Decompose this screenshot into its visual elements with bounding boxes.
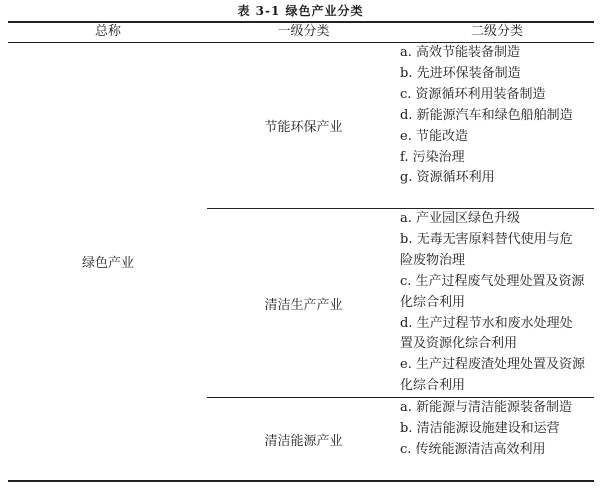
table-caption: 表 3-1 绿色产业分类	[237, 4, 364, 18]
header-level2: 二级分类	[470, 24, 523, 39]
list-item: b. 清洁能源设施建设和运营	[400, 420, 560, 436]
list-item: a. 产业园区绿色升级	[400, 211, 521, 226]
list-item: d. 生产过程节水和废水处理处置及资源化综合利用	[400, 315, 573, 352]
level1-energy-saving: 节能环保产业	[264, 120, 343, 135]
level2-list-energy-saving	[400, 43, 585, 189]
list-item: d. 新能源汽车和绿色船舶制造	[400, 107, 573, 123]
list-item: f. 污染治理	[400, 149, 465, 165]
list-item: b. 无毒无害原料替代使用与危险废物治理	[400, 231, 573, 268]
list-item: e. 节能改造	[400, 128, 468, 144]
list-item: b. 先进环保装备制造	[400, 65, 521, 81]
list-item: c. 传统能源清洁高效利用	[400, 441, 546, 457]
list-item: g. 资源循环利用	[400, 170, 495, 186]
level2-list-clean-energy	[400, 398, 585, 461]
bottom-rule	[8, 480, 594, 482]
list-item: c. 资源循环利用装备制造	[400, 86, 546, 102]
list-item: e. 生产过程废渣处理处置及资源化综合利用	[400, 357, 585, 394]
header-general: 总称	[94, 24, 121, 39]
level2-list-clean-production	[400, 209, 585, 397]
list-item: c. 生产过程废气处理处置及资源化综合利用	[400, 273, 585, 310]
list-item: a. 高效节能装备制造	[400, 45, 521, 60]
header-level1: 一级分类	[277, 24, 330, 39]
level1-clean-energy: 清洁能源产业	[264, 433, 343, 449]
level1-clean-production: 清洁生产产业	[264, 297, 343, 313]
general-category: 绿色产业	[81, 256, 134, 271]
list-item: a. 新能源与清洁能源装备制造	[400, 400, 573, 415]
